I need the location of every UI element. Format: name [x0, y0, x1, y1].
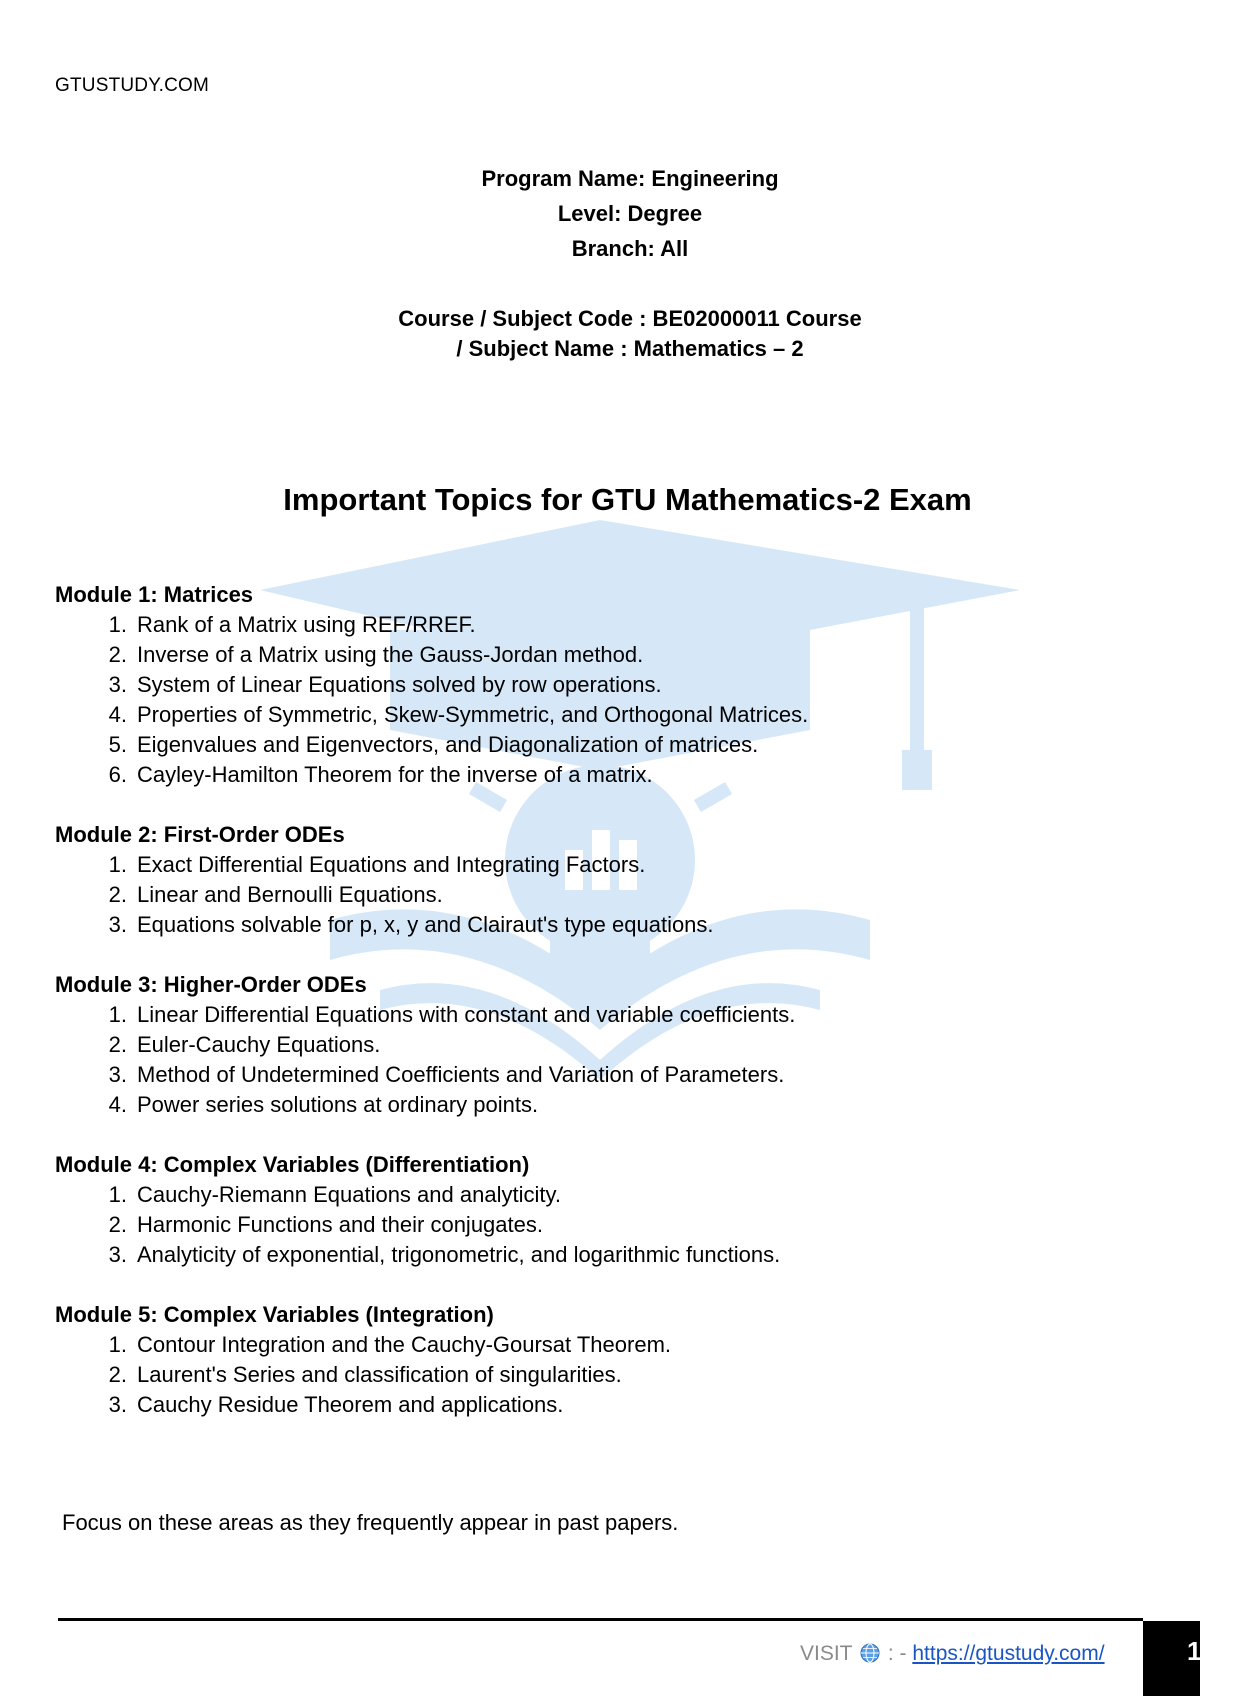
- visit-label: VISIT: [800, 1642, 853, 1665]
- list-item: 1. Cauchy-Riemann Equations and analyticity.: [108, 1182, 561, 1207]
- list-item: 1. Linear Differential Equations with constant and variable coefficients.: [108, 1002, 796, 1027]
- page-title: Important Topics for GTU Mathematics-2 Exam: [283, 482, 972, 517]
- list-item: 2. Inverse of a Matrix using the Gauss-Jordan method.: [108, 642, 644, 667]
- list-item: 3. Equations solvable for p, x, y and Clairaut's type equations.: [108, 912, 714, 937]
- list-item: 2. Laurent's Series and classification of singularities.: [108, 1362, 622, 1387]
- module-title: Module 4: Complex Variables (Differentiation): [55, 1152, 530, 1177]
- footer-divider: [58, 1618, 1143, 1621]
- visit-separator: : -: [887, 1642, 907, 1665]
- list-item: 4. Power series solutions at ordinary points.: [108, 1092, 539, 1117]
- module-title: Module 3: Higher-Order ODEs: [55, 972, 367, 997]
- module-title: Module 1: Matrices: [55, 582, 254, 607]
- list-item: 2. Euler-Cauchy Equations.: [108, 1032, 381, 1057]
- site-header: GTUSTUDY.COM: [55, 75, 210, 96]
- globe-icon: [860, 1643, 880, 1663]
- list-item: 3. Analyticity of exponential, trigonometric, and logarithmic functions.: [108, 1242, 781, 1267]
- module-title: Module 5: Complex Variables (Integration): [55, 1302, 494, 1327]
- list-item: 2. Harmonic Functions and their conjugates.: [108, 1212, 543, 1237]
- course-name-line: / Subject Name : Mathematics – 2: [456, 336, 804, 361]
- module-1: [55, 580, 1055, 790]
- list-item: 5. Eigenvalues and Eigenvectors, and Diagonalization of matrices.: [108, 732, 759, 757]
- module-4: [55, 1150, 1055, 1270]
- footer-note: Focus on these areas as they frequently appear in past papers.: [62, 1510, 679, 1535]
- module-title: Module 2: First-Order ODEs: [55, 822, 345, 847]
- module-3: [55, 970, 1055, 1120]
- list-item: 3. Cauchy Residue Theorem and applications.: [108, 1392, 564, 1417]
- list-item: 4. Properties of Symmetric, Skew-Symmetric, and Orthogonal Matrices.: [108, 702, 809, 727]
- list-item: 1. Rank of a Matrix using REF/RREF.: [108, 612, 476, 637]
- footer-visit: [800, 1642, 1105, 1666]
- course-code-line: Course / Subject Code : BE02000011 Course: [398, 306, 862, 331]
- list-item: 3. System of Linear Equations solved by row operations.: [108, 672, 662, 697]
- level: Level: Degree: [557, 201, 703, 226]
- list-item: 3. Method of Undetermined Coefficients and Variation of Parameters.: [108, 1062, 785, 1087]
- module-5: [55, 1300, 1055, 1420]
- list-item: 6. Cayley-Hamilton Theorem for the inverse of a matrix.: [108, 762, 653, 787]
- list-item: 1. Contour Integration and the Cauchy-Goursat Theorem.: [108, 1332, 672, 1357]
- module-2: [55, 820, 1055, 940]
- program-name: Program Name: Engineering: [481, 166, 779, 191]
- branch: Branch: All: [571, 236, 689, 261]
- list-item: 1. Exact Differential Equations and Integrating Factors.: [108, 852, 646, 877]
- website-link[interactable]: https://gtustudy.com/: [912, 1642, 1105, 1665]
- page-number: 1: [1143, 1621, 1200, 1696]
- list-item: 2. Linear and Bernoulli Equations.: [108, 882, 443, 907]
